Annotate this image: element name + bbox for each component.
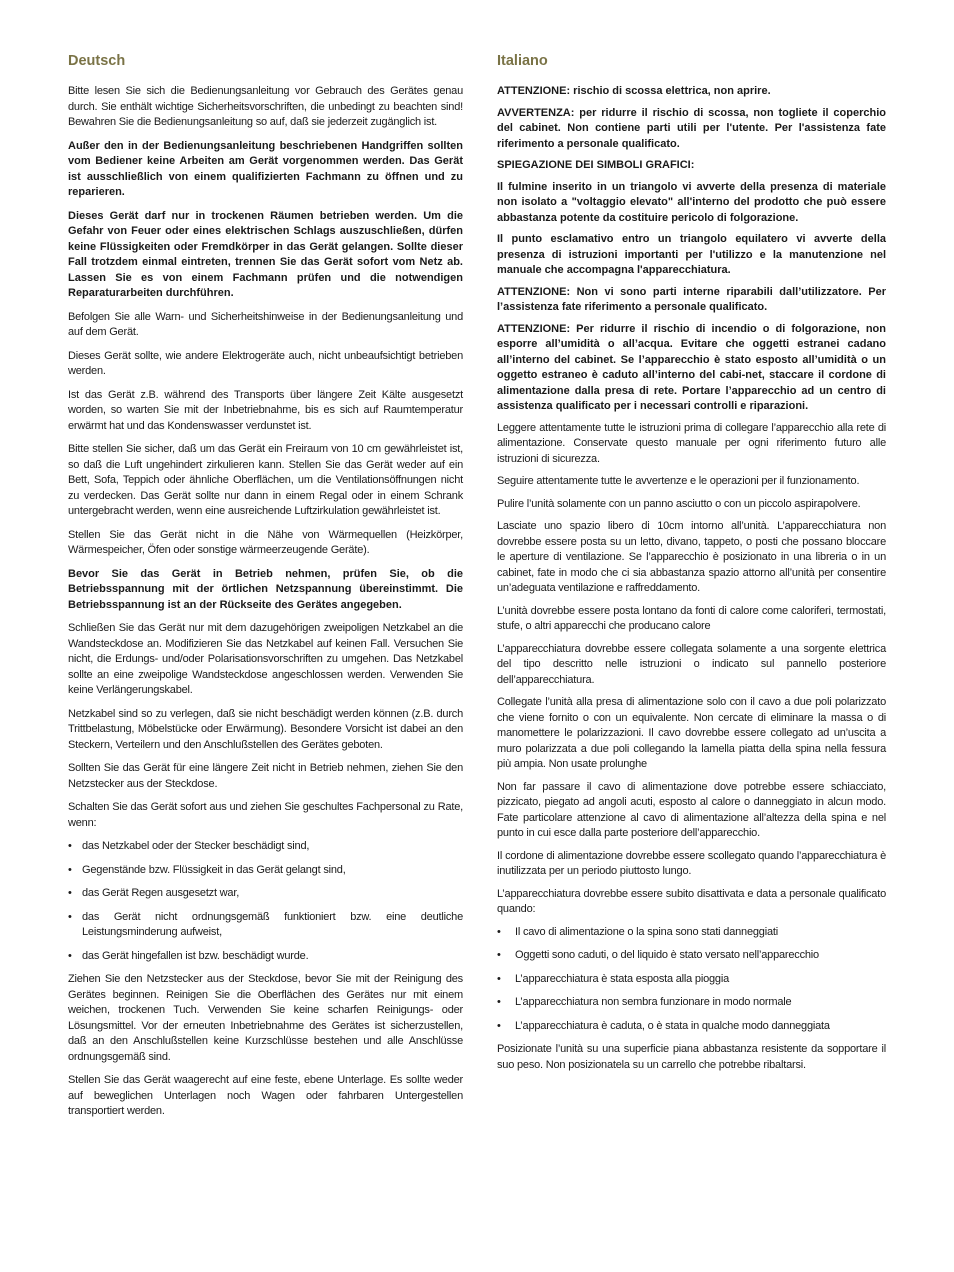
paragraph: Dieses Gerät sollte, wie andere Elektrogeräte auch, nicht unbeaufsichtigt betrieben werden. xyxy=(68,349,463,377)
paragraph-bold: ATTENZIONE: rischio di scossa elettrica, non aprire. xyxy=(497,85,771,97)
paragraph: L’unità dovrebbe essere posta lontano da fonti di calore come caloriferi, termostati, stufe, o altri apparecchi che producano calore xyxy=(497,604,886,632)
bullet-icon: • xyxy=(68,840,72,852)
italian-column xyxy=(497,52,886,1080)
list-item: • Il cavo di alimentazione o la spina sono stati danneggiati xyxy=(497,925,886,941)
list-item: • Gegenstände bzw. Flüssigkeit in das Gerät gelangt sind, xyxy=(68,863,463,879)
paragraph: Lasciate uno spazio libero di 10cm intorno all’unità. L’apparecchiatura non dovrebbe essere posta su un letto, divano, tappeto, o posti che possano bloccare le aperture di ventilazione. Se l’apparecchio è posizionato in una libreria o in un cabinet, fate in modo che ci sia abbastanza spazio attorno all’unità per consentire un’adeguata ventilazione e raffreddamento. xyxy=(497,520,886,594)
list-item: • das Gerät nicht ordnungsgemäß funktioniert bzw. eine deutliche Leistungsminderung aufweist, xyxy=(68,910,463,941)
paragraph-bold: SPIEGAZIONE DEI SIMBOLI GRAFICI: xyxy=(497,159,695,171)
list-item: • L’apparecchiatura è caduta, o è stata in qualche modo danneggiata xyxy=(497,1019,886,1035)
paragraph: Leggere attentamente tutte le istruzioni prima di collegare l’apparecchio alla rete di alimentazione. Conservate questo manuale per ogni riferimento futuro alle istruzioni di sicurezza. xyxy=(497,421,886,465)
paragraph: Stellen Sie das Gerät nicht in die Nähe von Wärmequellen (Heizkörper, Wärmespeicher, Öfen oder sonstige wärmeerzeugende Geräte). xyxy=(68,528,463,556)
bullet-icon: • xyxy=(497,925,501,938)
paragraph-bold: Il punto esclamativo entro un triangolo equilatero vi avverte della presenza di istruzioni importanti per l'utilizzo e la manutenzione nel manuale che accompagna l'apparecchiatura. xyxy=(497,233,886,276)
paragraph-bold: Außer den in der Bedienungsanleitung beschriebenen Handgriffen sollten vom Bediener keine Arbeiten am Gerät vorgenommen werden. Das Gerät ist ausschließlich von einem qualifizierten Fachmann zu öffnen und zu reparieren. xyxy=(68,139,463,198)
list-item: • das Gerät Regen ausgesetzt war, xyxy=(68,886,463,902)
section-heading-deutsch: Deutsch xyxy=(68,53,126,69)
paragraph: Collegate l’unità alla presa di alimentazione solo con il cavo a due poli polarizzato che viene fornito o con un equivalente. Non cercate di eliminare la massa o di manomettere le polarizzazioni. Il cavo dovrebbe essere collegato ad un’uscita a muro polarizzata a due poli collegando la lamella piatta della spina nella fessura più ampia. Non usate prolunghe xyxy=(497,696,886,770)
paragraph-bold: ATTENZIONE: Non vi sono parti interne riparabili dall’utilizzatore. Per l’assistenza fate riferimento a personale qualificato. xyxy=(497,285,886,313)
paragraph: Schließen Sie das Gerät nur mit dem dazugehörigen zweipoligen Netzkabel an die Wandsteckdose an. Modifizieren Sie das Netzkabel auf keinen Fall. Versuchen Sie nicht, die Erdungs- und/oder Polarisationsvorschriften zu umgehen. Das Netzkabel sollte an eine zweipolige Wandsteckdose angeschlossen werden. Verwenden Sie keine Verlängerungskabel. xyxy=(68,622,463,696)
bullet-icon: • xyxy=(68,863,72,876)
paragraph: Ziehen Sie den Netzstecker aus der Steckdose, bevor Sie mit der Reinigung des Gerätes beginnen. Reinigen Sie die Oberflächen des Gerätes nur mit einem weichen, trockenen Tuch. Verwenden Sie keine scharfen Reinigungs- oder Lösungsmittel. Vor der erneuten Inbetriebnahme des Gerätes ist sicherzustellen, daß an den Anschlußstellen keine Kurzschlüsse bestehen und alle Anschlüsse ordnungsgemäß sind. xyxy=(68,973,463,1063)
bullet-icon: • xyxy=(68,949,72,962)
paragraph: Bitte stellen Sie sicher, daß um das Gerät ein Freiraum von 10 cm gewährleistet ist, so daß die Luft ungehindert zirkulieren kann. Stellen Sie das Gerät weder auf ein Bett, Sofa, Teppich oder ähnliche Oberflächen, um die Ventilationsöffnungen nicht zu verdecken. Das Gerät sollte nur dann in einem Regal oder in einem Schrank untergebracht werden, wenn eine ausreichende Luftzirkulation gewährleistet ist. xyxy=(68,443,463,517)
paragraph: L’apparecchiatura dovrebbe essere collegata solamente a una sorgente elettrica del tipo descritto nelle istruzioni o indicato sul pannello posteriore dell’apparecchiatura. xyxy=(497,642,886,686)
bullet-icon: • xyxy=(497,949,501,961)
paragraph: Posizionate l’unità su una superficie piana abbastanza resistente da sopportare il suo peso. Non posizionatela su un carrello che potrebbe ribaltarsi. xyxy=(497,1043,886,1071)
paragraph-bold: Il fulmine inserito in un triangolo vi avverte della presenza di materiale non isolato a "voltaggio elevato" all'interno del prodotto che può essere abbastanza potente da costituire pericolo di folgorazione. xyxy=(497,180,886,224)
bullet-icon: • xyxy=(68,910,72,923)
list-item: • L’apparecchiatura è stata esposta alla pioggia xyxy=(497,972,886,988)
paragraph: Bitte lesen Sie sich die Bedienungsanleitung vor Gebrauch des Gerätes genau durch. Sie enthält wichtige Sicherheitsvorschriften, die unbedingt zu beachten sind! Bewahren Sie die Bedienungsanleitung so auf, daß sie jederzeit zugänglich ist. xyxy=(68,85,463,128)
paragraph-bold: AVVERTENZA: per ridurre il rischio di scossa, non togliete il coperchio del cabinet. Non contiene parti utili per l'utente. Per l'assistenza fate riferimento a personale qualificato. xyxy=(497,106,886,150)
paragraph: Pulire l’unità solamente con un panno asciutto o con un piccolo aspirapolvere. xyxy=(497,497,861,510)
paragraph: L’apparecchiatura dovrebbe essere subito disattivata e data a personale qualificato quando: xyxy=(497,887,886,915)
paragraph: Netzkabel sind so zu verlegen, daß sie nicht beschädigt werden können (z.B. durch Trittbelastung, Möbelstücke oder Erwärmung). Besondere Vorsicht ist dabei an den Steckern, Verteilern und den Anschlußstellen des Gerätes geboten. xyxy=(68,707,463,751)
section-heading-italiano: Italiano xyxy=(497,53,548,69)
paragraph-bold: Bevor Sie das Gerät in Betrieb nehmen, prüfen Sie, ob die Betriebsspannung mit der örtlichen Netzspannung übereinstimmt. Die Betriebsspannung ist an der Rückseite des Gerätes angegeben. xyxy=(68,567,463,611)
german-column xyxy=(68,52,463,1128)
paragraph-bold: ATTENZIONE: Per ridurre il rischio di incendio o di folgorazione, non esporre all’umidità o all’acqua. Evitare che oggetti estranei cadano all’interno del cabinet. Se l’apparecchio è stato esposto all’umidità o un oggetto estraneo è caduto all’interno del cabi-net, staccare il cordone di alimentazione dalla presa di rete. Portare l’apparecchio ad un centro di assistenza qualificato per i necessari controlli e riparazioni. xyxy=(497,322,886,412)
list-item: • das Gerät hingefallen ist bzw. beschädigt wurde. xyxy=(68,949,463,965)
paragraph: Il cordone di alimentazione dovrebbe essere scollegato quando l’apparecchiatura è inutilizzata per un periodo piuttosto lungo. xyxy=(497,849,886,877)
bullet-icon: • xyxy=(497,1019,501,1032)
list-item: • L’apparecchiatura non sembra funzionare in modo normale xyxy=(497,995,886,1011)
paragraph: Non far passare il cavo di alimentazione dove potrebbe essere schiacciato, pizzicato, piegato ad angoli acuti, esposto al calore o danneggiato in alcun modo. Fate particolare attenzione al cavo di alimentazione all’altezza della spina e nel punto in cui esce dalla parte posteriore dell’apparecchio. xyxy=(497,780,886,839)
paragraph: Schalten Sie das Gerät sofort aus und ziehen Sie geschultes Fachpersonal zu Rate, wenn: xyxy=(68,801,463,829)
bullet-icon: • xyxy=(497,996,501,1008)
paragraph: Befolgen Sie alle Warn- und Sicherheitshinweise in der Bedienungsanleitung und auf dem Gerät. xyxy=(68,310,463,338)
bullet-icon: • xyxy=(497,972,501,985)
paragraph: Seguire attentamente tutte le avvertenze e le operazioni per il funzionamento. xyxy=(497,475,860,487)
paragraph: Ist das Gerät z.B. während des Transports über längere Zeit Kälte ausgesetzt worden, so warten Sie mit der Inbetriebnahme, bis es sich auf Raumtemperatur erwärmt hat und das Kondenswasser verdunstet ist. xyxy=(68,388,463,432)
bullet-icon: • xyxy=(68,887,72,899)
list-item: • das Netzkabel oder der Stecker beschädigt sind, xyxy=(68,839,463,855)
list-item: • Oggetti sono caduti, o del liquido è stato versato nell’apparecchio xyxy=(497,948,886,964)
paragraph: Sollten Sie das Gerät für eine längere Zeit nicht in Betrieb nehmen, ziehen Sie den Netzstecker aus der Steckdose. xyxy=(68,762,463,790)
paragraph-bold: Dieses Gerät darf nur in trockenen Räumen betrieben werden. Um die Gefahr von Feuer oder eines elektrischen Schlags auszuschließen, dürfen keine Flüssigkeiten oder Fremdkörper in das Gerät gelangen. Sollte dieser Fall trotzdem einmal eintreten, trennen Sie das Gerät sofort vom Netz ab. Lassen Sie es von einem Fachmann prüfen und die notwendigen Reparaturarbeiten durchführen. xyxy=(68,209,463,299)
paragraph: Stellen Sie das Gerät waagerecht auf eine feste, ebene Unterlage. Es sollte weder auf beweglichen Unterlagen noch Wagen oder fahrbaren Untergestellen transportiert werden. xyxy=(68,1074,463,1117)
